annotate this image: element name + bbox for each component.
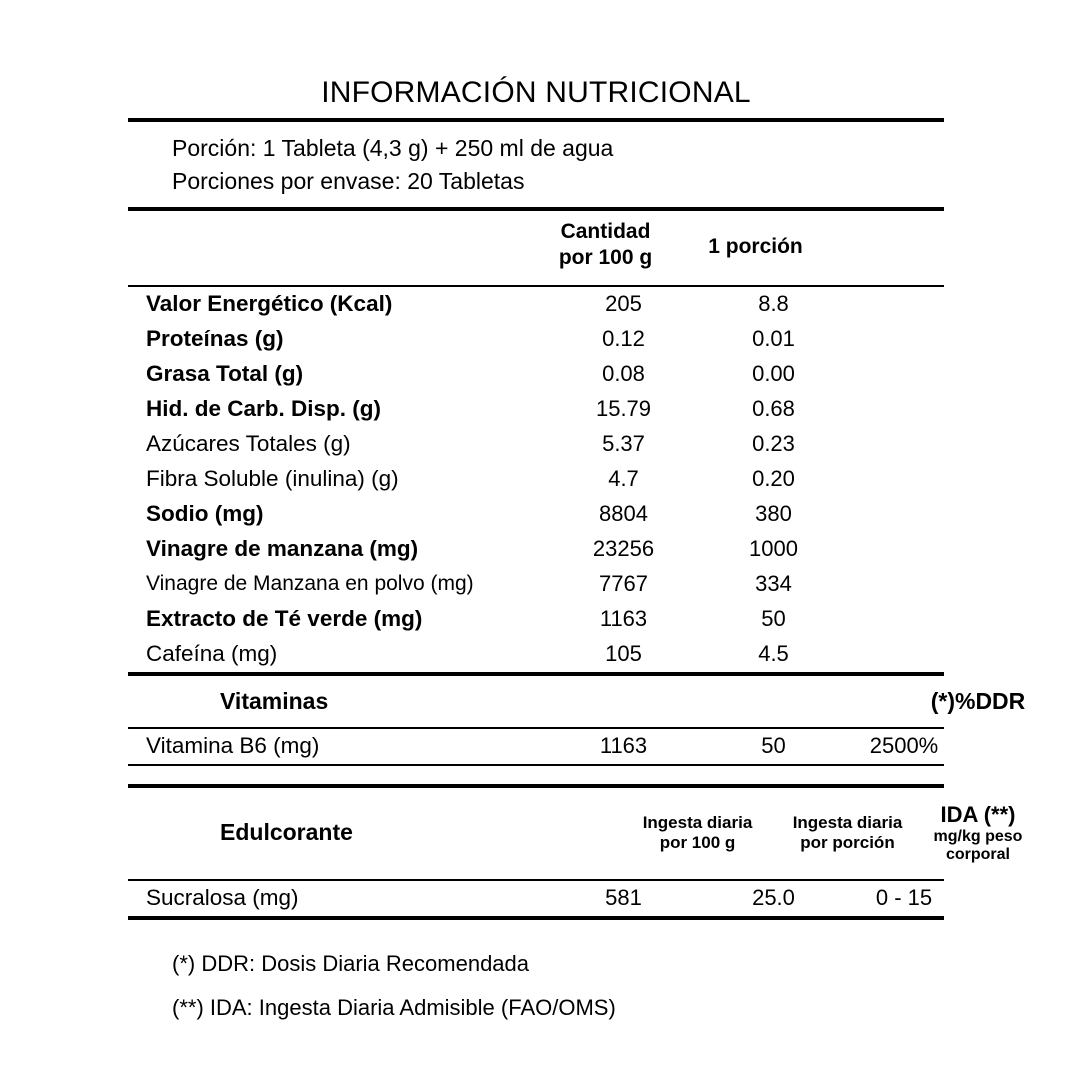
- row-name: Grasa Total (g): [146, 361, 304, 387]
- row-portion: 25.0: [752, 885, 795, 911]
- sweetener-col-ida-line1: IDA (**): [940, 801, 1016, 827]
- vitamins-blank-2: [775, 676, 920, 727]
- vitamins-blank-1: [620, 676, 775, 727]
- row-blank: [846, 462, 962, 497]
- row-name: Extracto de Té verde (mg): [146, 606, 423, 632]
- row-name: Sucralosa (mg): [146, 885, 299, 911]
- row-portion: 334: [755, 571, 792, 597]
- table-row: [128, 427, 962, 462]
- nutrition-rows-table: [128, 287, 962, 672]
- table-row: [128, 287, 962, 322]
- footnote-ida: (**) IDA: Ingesta Diaria Admisible (FAO/OMS): [172, 994, 616, 1020]
- sweetener-header-table: [128, 788, 1036, 879]
- sweetener-col-per100: [620, 788, 775, 879]
- serving-info: [128, 122, 944, 207]
- row-per100: 1163: [599, 606, 648, 632]
- table-row: [128, 729, 962, 764]
- row-portion: 0.01: [752, 326, 795, 352]
- sweetener-col-ida: [920, 788, 1036, 879]
- table-row: [128, 357, 962, 392]
- vitamins-rows-table: [128, 729, 962, 764]
- sweetener-col-portion: [775, 788, 920, 879]
- row-portion: 50: [761, 606, 786, 632]
- row-portion: 380: [755, 501, 792, 527]
- row-per100: 15.79: [595, 396, 652, 422]
- row-blank: [846, 602, 962, 637]
- row-per100: 7767: [599, 571, 648, 597]
- row-per100: 8804: [599, 501, 648, 527]
- vitamins-header-table: [128, 676, 1036, 727]
- page-title: INFORMACIÓN NUTRICIONAL: [321, 76, 751, 109]
- vitamins-ddr-label: (*)%DDR: [930, 687, 1026, 714]
- row-blank: [846, 497, 962, 532]
- sweetener-col-portion-line1: Ingesta diaria: [792, 812, 903, 832]
- row-per100: 105: [605, 641, 642, 667]
- row-name: Proteínas (g): [146, 326, 284, 352]
- sweetener-col-ida-line2: mg/kg peso: [933, 827, 1023, 845]
- sweetener-section-label: Edulcorante: [220, 819, 353, 846]
- row-name: Valor Energético (Kcal): [146, 291, 393, 317]
- table-row: [128, 637, 962, 672]
- serving-per-package: Porciones por envase: 20 Tabletas: [172, 167, 525, 194]
- row-blank: [846, 287, 962, 322]
- sweetener-col-portion-line2: por porción: [800, 833, 895, 853]
- row-name: Sodio (mg): [146, 501, 264, 527]
- row-portion: 8.8: [758, 291, 789, 317]
- row-per100: 23256: [592, 536, 655, 562]
- row-name: Hid. de Carb. Disp. (g): [146, 396, 382, 422]
- header-nutrient: [128, 211, 528, 284]
- row-per100: 0.08: [602, 361, 645, 387]
- row-portion: 4.5: [758, 641, 789, 667]
- row-name: Vitamina B6 (mg): [146, 733, 320, 759]
- sweetener-header-row: [128, 788, 1036, 879]
- row-name: Vinagre de Manzana en polvo (mg): [146, 572, 474, 596]
- table-row: [128, 532, 962, 567]
- row-per100: 0.12: [602, 326, 645, 352]
- row-ida: 0 - 15: [875, 885, 933, 911]
- row-name: Vinagre de manzana (mg): [146, 536, 419, 562]
- row-blank: [846, 392, 962, 427]
- row-portion: 50: [761, 733, 786, 759]
- sweetener-col-ida-line3: corporal: [945, 846, 1010, 864]
- table-row: [128, 602, 962, 637]
- row-per100: 1163: [599, 733, 648, 759]
- header-spacer: [828, 211, 944, 284]
- vitamins-section-label: Vitaminas: [220, 687, 329, 714]
- table-row: [128, 392, 962, 427]
- row-per100: 581: [605, 885, 642, 911]
- table-header-row: [128, 211, 944, 284]
- table-row: [128, 881, 962, 916]
- row-blank: [846, 322, 962, 357]
- nutrition-table: [128, 211, 944, 284]
- row-name: Cafeína (mg): [146, 641, 278, 667]
- footnotes: [128, 920, 944, 1030]
- row-blank: [846, 532, 962, 567]
- row-blank: [846, 567, 962, 602]
- table-row: [128, 462, 962, 497]
- row-per100: 4.7: [608, 466, 639, 492]
- row-per100: 5.37: [602, 431, 645, 457]
- header-per-100g-line1: Cantidad: [560, 220, 651, 244]
- serving-portion: Porción: 1 Tableta (4,3 g) + 250 ml de agua: [172, 135, 614, 161]
- sweetener-col-per100-line2: por 100 g: [659, 833, 736, 853]
- header-per-100g: [528, 211, 683, 284]
- nutrition-facts-panel: [128, 76, 1026, 1030]
- row-ddr: 2500%: [869, 733, 939, 759]
- row-name: Azúcares Totales (g): [146, 431, 351, 457]
- header-per-portion: 1 porción: [708, 235, 803, 259]
- row-blank: [846, 357, 962, 392]
- row-portion: 1000: [749, 536, 798, 562]
- footnote-ddr: (*) DDR: Dosis Diaria Recomendada: [172, 950, 530, 976]
- table-row: [128, 497, 962, 532]
- sweetener-col-per100-line1: Ingesta diaria: [642, 812, 753, 832]
- section-gap: [128, 766, 944, 784]
- row-portion: 0.68: [752, 396, 795, 422]
- sweetener-rows-table: [128, 881, 962, 916]
- header-per-100g-line2: por 100 g: [558, 245, 653, 269]
- row-portion: 0.20: [752, 466, 795, 492]
- row-portion: 0.00: [752, 361, 795, 387]
- table-row: [128, 567, 962, 602]
- row-blank: [846, 637, 962, 672]
- row-per100: 205: [605, 291, 642, 317]
- row-portion: 0.23: [752, 431, 795, 457]
- vitamins-section-row: [128, 676, 1036, 727]
- table-row: [128, 322, 962, 357]
- row-name: Fibra Soluble (inulina) (g): [146, 466, 399, 492]
- row-blank: [846, 427, 962, 462]
